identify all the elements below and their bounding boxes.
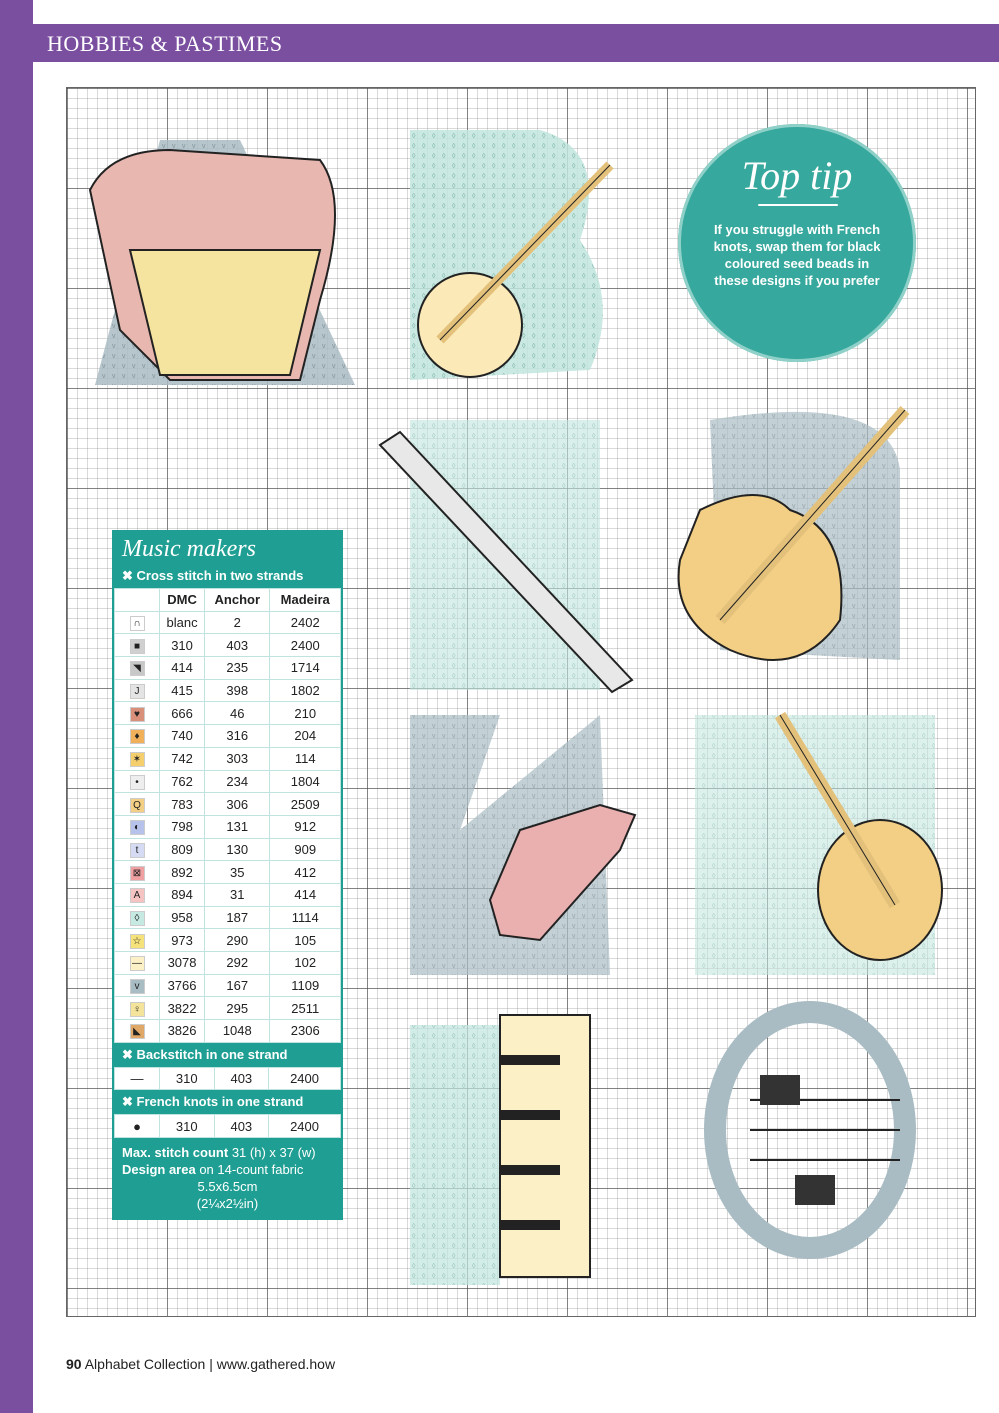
top-tip-badge [678,124,916,362]
thread-anchor: 1048 [205,1020,270,1043]
thread-madeira: 1114 [270,906,341,929]
thread-madeira: 1714 [270,657,341,680]
table-row [115,974,341,997]
thread-madeira: 204 [270,725,341,748]
letter-k-maraca [410,715,635,975]
thread-madeira: 2402 [270,611,341,634]
thread-madeira: 210 [270,702,341,725]
table-row [115,679,341,702]
thread-anchor: 306 [205,793,270,816]
thread-madeira: 1109 [270,974,341,997]
thread-madeira: 102 [270,952,341,975]
thread-table-header [115,589,341,612]
thread-dmc: 742 [160,747,205,770]
stitch-info [114,1138,341,1218]
thread-table [114,588,341,1043]
thread-symbol [115,747,160,770]
table-row [115,838,341,861]
thread-anchor: 234 [205,770,270,793]
thread-madeira: 114 [270,747,341,770]
thread-swatch: ♥ [130,707,145,722]
thread-anchor: 31 [205,883,270,906]
thread-swatch: ∩ [130,616,145,631]
table-row [115,793,341,816]
thread-symbol [115,1020,160,1043]
key-title: Music makers [114,532,341,564]
french-knots-table [114,1114,341,1138]
thread-anchor: 316 [205,725,270,748]
thread-swatch: ◐ [130,820,145,835]
thread-dmc: 894 [160,883,205,906]
thread-dmc: 783 [160,793,205,816]
table-row [115,906,341,929]
thread-swatch: v [130,979,145,994]
thread-symbol [115,861,160,884]
thread-swatch: A [130,888,145,903]
thread-anchor: 398 [205,679,270,702]
thread-madeira: 2509 [270,793,341,816]
column-dmc: DMC [160,589,205,612]
letter-p-piano [410,1015,590,1285]
table-row [115,611,341,634]
thread-madeira: 412 [270,861,341,884]
thread-dmc: 958 [160,906,205,929]
thread-madeira: 105 [270,929,341,952]
thread-dmc: 892 [160,861,205,884]
thread-anchor: 46 [205,702,270,725]
thread-symbol [115,883,160,906]
thread-symbol [115,657,160,680]
letter-g-guitar [679,410,905,660]
website-url[interactable]: www.gathered.how [216,1356,336,1372]
thread-dmc: 3822 [160,997,205,1020]
thread-madeira: 1802 [270,679,341,702]
thread-madeira: 912 [270,815,341,838]
thread-dmc: 740 [160,725,205,748]
thread-dmc: 798 [160,815,205,838]
thread-swatch: ◥ [130,661,145,676]
thread-swatch: ♀ [130,1002,145,1017]
table-row [115,725,341,748]
table-row [115,634,341,657]
thread-swatch: • [130,775,145,790]
thread-anchor: 130 [205,838,270,861]
thread-dmc: blanc [160,611,205,634]
letter-b-banjo [410,130,610,380]
table-row [115,861,341,884]
size-in: (2¼x2½in) [196,1196,259,1212]
thread-dmc: 3826 [160,1020,205,1043]
letter-a-cupcake [90,140,355,385]
thread-symbol [115,634,160,657]
thread-dmc: 415 [160,679,205,702]
thread-dmc: 809 [160,838,205,861]
letter-q-music-note [715,1012,905,1248]
thread-swatch: ◊ [130,911,145,926]
thread-anchor: 235 [205,657,270,680]
thread-rows [115,611,341,1042]
max-stitch-label: Max. stitch count [122,1145,229,1161]
thread-madeira: 1804 [270,770,341,793]
thread-swatch: ♦ [130,729,145,744]
table-row [115,770,341,793]
thread-dmc: 762 [160,770,205,793]
table-row [115,1067,341,1090]
backstitch-dmc: 310 [160,1067,215,1090]
thread-anchor: 295 [205,997,270,1020]
backstitch-symbol: — [115,1067,160,1090]
thread-dmc: 414 [160,657,205,680]
design-area-value: on 14-count fabric [199,1162,304,1178]
knot-symbol: ● [115,1115,160,1138]
cross-stitch-heading: ✖ Cross stitch in two strands [114,564,341,588]
max-stitch-value: 31 (h) x 37 (w) [231,1145,316,1161]
thread-symbol [115,702,160,725]
thread-swatch: ◣ [130,1024,145,1039]
thread-key-panel [112,530,343,1220]
column-anchor: Anchor [205,589,270,612]
thread-madeira: 2306 [270,1020,341,1043]
thread-madeira: 414 [270,883,341,906]
backstitch-table [114,1067,341,1091]
french-knots-heading: ✖ French knots in one strand [114,1090,341,1114]
thread-symbol [115,974,160,997]
thread-symbol [115,997,160,1020]
table-row [115,815,341,838]
thread-anchor: 35 [205,861,270,884]
table-row [115,747,341,770]
backstitch-heading: ✖ Backstitch in one strand [114,1043,341,1067]
knot-anchor: 403 [214,1115,269,1138]
knot-dmc: 310 [160,1115,215,1138]
thread-anchor: 187 [205,906,270,929]
table-row [115,929,341,952]
thread-anchor: 2 [205,611,270,634]
table-row [115,1020,341,1043]
magazine-name: Alphabet Collection [84,1356,206,1372]
thread-anchor: 303 [205,747,270,770]
thread-anchor: 131 [205,815,270,838]
thread-symbol [115,952,160,975]
column-madeira: Madeira [270,589,341,612]
thread-symbol [115,838,160,861]
thread-symbol [115,770,160,793]
top-tip-text: If you struggle with French knots, swap them for black coloured seed beads in these designs if you prefer [713,222,881,288]
top-tip-title: Top tip [741,153,853,198]
thread-anchor: 292 [205,952,270,975]
thread-swatch: t [130,843,145,858]
top-tip-underline [758,204,838,206]
letter-m-mandolin [695,715,942,975]
page-footer [66,1356,335,1372]
thread-symbol [115,793,160,816]
thread-symbol [115,679,160,702]
symbol-column-header [115,589,160,612]
thread-dmc: 3078 [160,952,205,975]
thread-swatch: ■ [130,639,145,654]
thread-swatch: Q [130,798,145,813]
table-row [115,657,341,680]
thread-symbol [115,906,160,929]
thread-dmc: 666 [160,702,205,725]
thread-madeira: 2511 [270,997,341,1020]
thread-dmc: 310 [160,634,205,657]
thread-dmc: 3766 [160,974,205,997]
thread-symbol [115,725,160,748]
size-cm: 5.5x6.5cm [197,1179,258,1195]
thread-swatch: ✶ [130,752,145,767]
backstitch-anchor: 403 [214,1067,269,1090]
thread-swatch: J [130,684,145,699]
page-number: 90 [66,1356,82,1372]
thread-anchor: 290 [205,929,270,952]
table-row [115,883,341,906]
thread-swatch: — [130,956,145,971]
thread-swatch: ☆ [130,934,145,949]
footer-separator: | [209,1356,213,1372]
design-area-label: Design area [122,1162,196,1178]
table-row [115,952,341,975]
thread-madeira: 909 [270,838,341,861]
thread-anchor: 167 [205,974,270,997]
thread-madeira: 2400 [270,634,341,657]
thread-dmc: 973 [160,929,205,952]
thread-anchor: 403 [205,634,270,657]
table-row [115,1115,341,1138]
thread-symbol [115,611,160,634]
thread-symbol [115,929,160,952]
thread-symbol [115,815,160,838]
thread-swatch: ⊠ [130,866,145,881]
knot-madeira: 2400 [269,1115,341,1138]
table-row [115,702,341,725]
letter-d-flute [380,420,632,692]
section-title: HOBBIES & PASTIMES [47,31,283,56]
backstitch-madeira: 2400 [269,1067,341,1090]
table-row [115,997,341,1020]
